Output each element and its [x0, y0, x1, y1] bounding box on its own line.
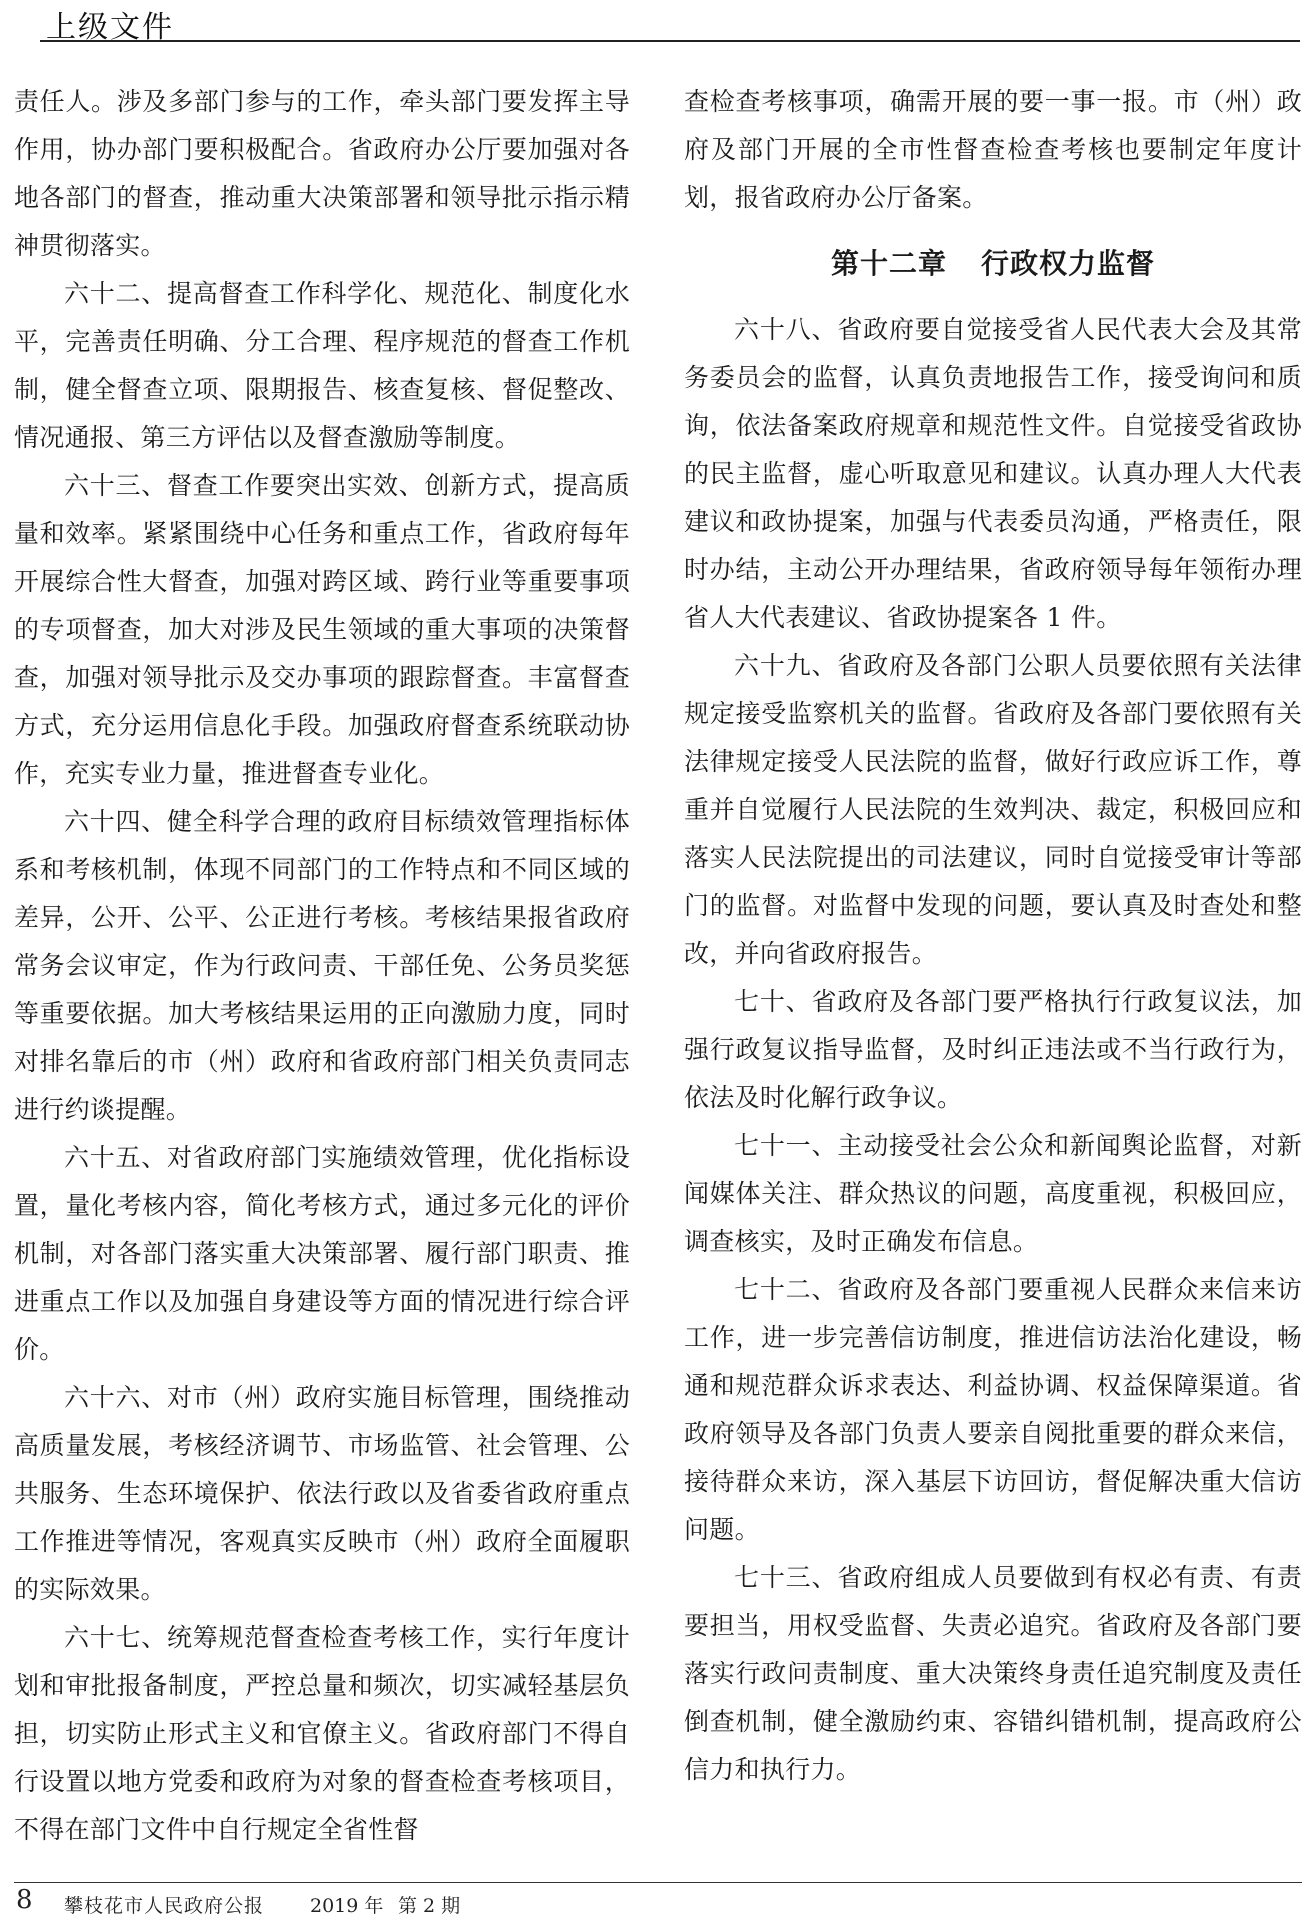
paragraph-72: 七十二、省政府及各部门要重视人民群众来信来访工作，进一步完善信访制度，推进信访法治化建设，畅通和规范群众诉求表达、利益协调、权益保障渠道。省政府领导及各部门负责人要亲自阅批重要的群众来信，接待群众来访，深入基层下访回访，督促解决重大信访问题。	[684, 1275, 1302, 1544]
paragraph-63: 六十三、督查工作要突出实效、创新方式，提高质量和效率。紧紧围绕中心任务和重点工作，省政府每年开展综合性大督查，加强对跨区域、跨行业等重要事项的专项督查，加大对涉及民生领域的重大事项的决策督查，加强对领导批示及交办事项的跟踪督查。丰富督查方式，充分运用信息化手段。加强政府督查系统联动协作，充实专业力量，推进督查专业化。	[14, 471, 630, 788]
paragraph-69: 六十九、省政府及各部门公职人员要依照有关法律规定接受监察机关的监督。省政府及各部门要依照有关法律规定接受人民法院的监督，做好行政应诉工作，尊重并自觉履行人民法院的生效判决、裁定，积极回应和落实人民法院提出的司法建议，同时自觉接受审计等部门的监督。对监督中发现的问题，要认真及时查处和整改，并向省政府报告。	[684, 651, 1302, 968]
chapter-heading	[684, 242, 1302, 286]
paragraph-73: 七十三、省政府组成人员要做到有权必有责、有责要担当，用权受监督、失责必追究。省政府及各部门要落实行政问责制度、重大决策终身责任追究制度及责任倒查机制，健全激励约束、容错纠错机制，提高政府公信力和执行力。	[684, 1563, 1302, 1784]
page-number: 8	[16, 1885, 33, 1915]
page-footer	[14, 1882, 1302, 1923]
paragraph-71: 七十一、主动接受社会公众和新闻舆论监督，对新闻媒体关注、群众热议的问题，高度重视，积极回应，调查核实，及时正确发布信息。	[684, 1131, 1302, 1256]
chapter-title: 行政权力监督	[981, 247, 1156, 280]
paragraph-62: 六十二、提高督查工作科学化、规范化、制度化水平，完善责任明确、分工合理、程序规范的督查工作机制，健全督查立项、限期报告、核查复核、督促整改、情况通报、第三方评估以及督查激励等制度。	[14, 279, 630, 452]
paragraph-66: 六十六、对市（州）政府实施目标管理，围绕推动高质量发展，考核经济调节、市场监管、社会管理、公共服务、生态环境保护、依法行政以及省委省政府重点工作推进等情况，客观真实反映市（州）政府全面履职的实际效果。	[14, 1383, 630, 1604]
paragraph-64: 六十四、健全科学合理的政府目标绩效管理指标体系和考核机制，体现不同部门的工作特点和不同区域的差异，公开、公平、公正进行考核。考核结果报省政府常务会议审定，作为行政问责、干部任免、公务员奖惩等重要依据。加大考核结果运用的正向激励力度，同时对排名靠后的市（州）政府和省政府部门相关负责同志进行约谈提醒。	[14, 807, 630, 1124]
page-header	[40, 0, 1300, 45]
paragraph-67: 六十七、统筹规范督查检查考核工作，实行年度计划和审批报备制度，严控总量和频次，切实减轻基层负担，切实防止形式主义和官僚主义。省政府部门不得自行设置以地方党委和政府为对象的督查检查考核项目，不得在部门文件中自行规定全省性督	[14, 1623, 630, 1844]
right-column	[684, 78, 1302, 1794]
paragraph-68: 六十八、省政府要自觉接受省人民代表大会及其常务委员会的监督，认真负责地报告工作，接受询问和质询，依法备案政府规章和规范性文件。自觉接受省政协的民主监督，虚心听取意见和建议。认真办理人大代表建议和政协提案，加强与代表委员沟通，严格责任，限时办结，主动公开办理结果，省政府领导每年领衔办理省人大代表建议、省政协提案各 1 件。	[684, 315, 1302, 632]
paragraph-70: 七十、省政府及各部门要严格执行行政复议法，加强行政复议指导监督，及时纠正违法或不当行政行为，依法及时化解行政争议。	[684, 987, 1302, 1112]
paragraph: 查检查考核事项，确需开展的要一事一报。市（州）政府及部门开展的全市性督查检查考核也要制定年度计划，报省政府办公厅备案。	[684, 87, 1302, 212]
left-column	[14, 78, 630, 1854]
section-title: 上级文件	[46, 10, 174, 45]
publication-name: 攀枝花市人民政府公报	[64, 1895, 265, 1917]
publication-year: 2019 年	[310, 1895, 384, 1917]
chapter-number: 第十二章	[830, 247, 947, 280]
issue-number: 第 2 期	[398, 1895, 461, 1917]
paragraph: 责任人。涉及多部门参与的工作，牵头部门要发挥主导作用，协办部门要积极配合。省政府办公厅要加强对各地各部门的督查，推动重大决策部署和领导批示指示精神贯彻落实。	[14, 87, 630, 260]
paragraph-65: 六十五、对省政府部门实施绩效管理，优化指标设置，量化考核内容，简化考核方式，通过多元化的评价机制，对各部门落实重大决策部署、履行部门职责、推进重点工作以及加强自身建设等方面的情况进行综合评价。	[14, 1143, 630, 1364]
